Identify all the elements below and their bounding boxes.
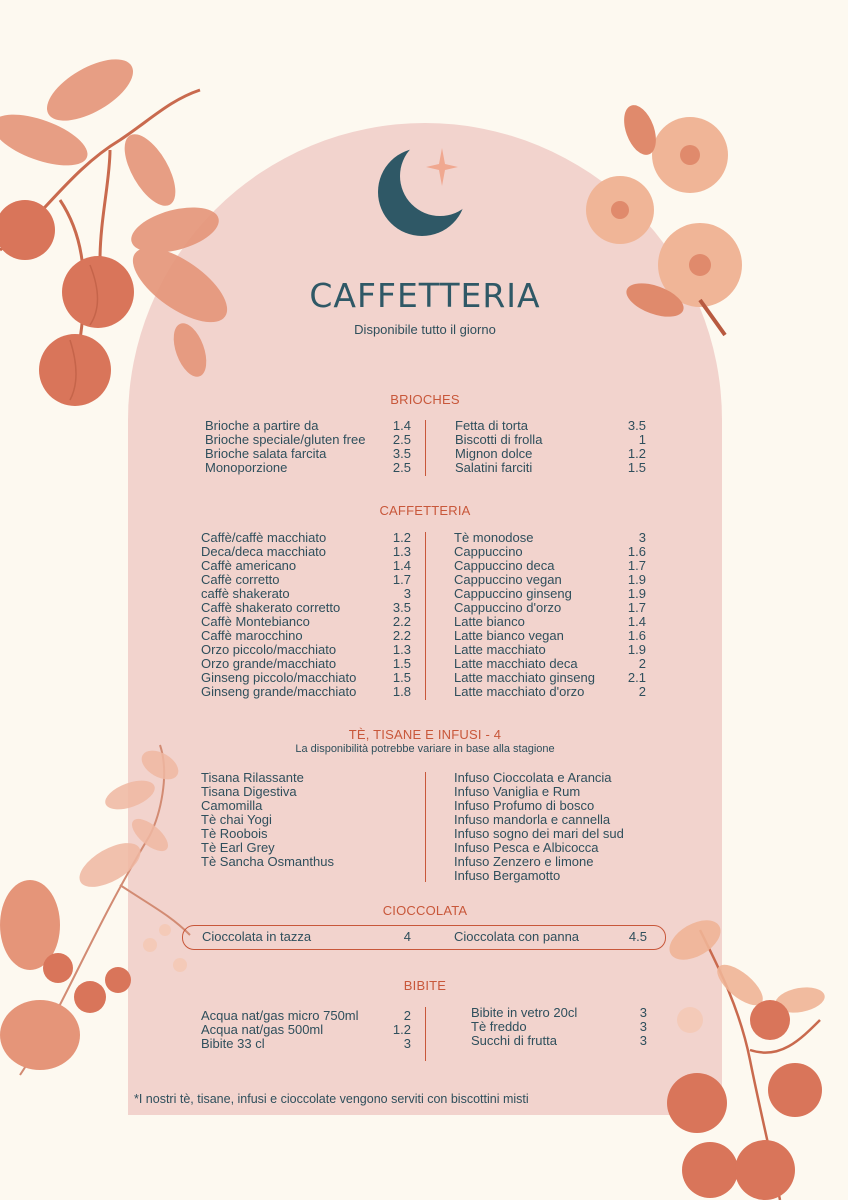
menu-item: Latte macchiato deca 2 xyxy=(454,656,646,671)
menu-item: Camomilla xyxy=(201,798,263,813)
menu-item: Brioche speciale/gluten free 2.5 xyxy=(205,432,411,447)
column-divider xyxy=(425,420,426,476)
menu-item: Infuso Vaniglia e Rum xyxy=(454,784,581,799)
menu-item: Caffè marocchino 2.2 xyxy=(201,628,411,643)
section-heading-te: TÈ, TISANE E INFUSI - 4 xyxy=(348,727,502,742)
menu-item: Infuso Profumo di bosco xyxy=(454,798,595,813)
menu-item: Succhi di frutta 3 xyxy=(471,1033,647,1048)
menu-item: Ginseng piccolo/macchiato 1.5 xyxy=(201,670,411,685)
menu-item: Brioche a partire da 1.4 xyxy=(205,418,411,433)
caffetteria-left-column xyxy=(201,531,411,699)
menu-item: Cappuccino d'orzo 1.7 xyxy=(454,600,646,615)
menu-item: Caffè Montebianco 2.2 xyxy=(201,614,411,629)
menu-item: Cappuccino vegan 1.9 xyxy=(454,572,646,587)
menu-item: Bibite 33 cl 3 xyxy=(201,1036,411,1051)
cioccolata-right xyxy=(454,930,647,944)
menu-item: Caffè shakerato corretto 3.5 xyxy=(201,600,411,615)
menu-item: Tè monodose 3 xyxy=(454,530,646,545)
menu-item: Biscotti di frolla 1 xyxy=(455,432,646,447)
section-heading-bibite: BIBITE xyxy=(403,978,447,993)
column-divider xyxy=(425,532,426,700)
menu-item: Infuso sogno dei mari del sud xyxy=(454,826,624,841)
menu-item: Infuso Bergamotto xyxy=(454,868,561,883)
column-divider xyxy=(425,1007,426,1061)
menu-item: Latte bianco 1.4 xyxy=(454,614,646,629)
menu-item: Orzo piccolo/macchiato 1.3 xyxy=(201,642,411,657)
menu-item: Infuso Pesca e Albicocca xyxy=(454,840,599,855)
menu-item: Tè Earl Grey xyxy=(201,840,275,855)
menu-item: Caffè/caffè macchiato 1.2 xyxy=(201,530,411,545)
menu-item: Tisana Rilassante xyxy=(201,770,304,785)
peach-branch-illustration xyxy=(0,50,240,420)
menu-item: Ginseng grande/macchiato 1.8 xyxy=(201,684,411,699)
menu-item: Deca/deca macchiato 1.3 xyxy=(201,544,411,559)
menu-item: Infuso Zenzero e limone xyxy=(454,854,594,869)
section-heading-caffetteria: CAFFETTERIA xyxy=(379,503,471,518)
menu-item: Latte bianco vegan 1.6 xyxy=(454,628,646,643)
section-note-te: La disponibilità potrebbe variare in base alla stagione xyxy=(295,743,555,755)
menu-item: Cappuccino ginseng 1.9 xyxy=(454,586,646,601)
menu-item: Tè chai Yogi xyxy=(201,812,272,827)
menu-item: Orzo grande/macchiato 1.5 xyxy=(201,656,411,671)
menu-item: Cioccolata con panna 4.5 xyxy=(454,929,647,944)
menu-item: caffè shakerato 3 xyxy=(201,586,411,601)
menu-item: Caffè corretto 1.7 xyxy=(201,572,411,587)
menu-item: Infuso mandorla e cannella xyxy=(454,812,611,827)
menu-item: Infuso Cioccolata e Arancia xyxy=(454,770,612,785)
footnote: *I nostri tè, tisane, infusi e cioccolate vengono serviti con biscottini misti xyxy=(134,1092,529,1106)
menu-item: Latte macchiato ginseng 2.1 xyxy=(454,670,646,685)
column-divider xyxy=(425,772,426,882)
menu-item: Cappuccino deca 1.7 xyxy=(454,558,646,573)
menu-item: Bibite in vetro 20cl 3 xyxy=(471,1005,647,1020)
te-right-column xyxy=(454,771,674,883)
menu-item: Brioche salata farcita 3.5 xyxy=(205,446,411,461)
menu-item: Fetta di torta 3.5 xyxy=(455,418,646,433)
rosehip-branch-illustration xyxy=(660,910,848,1200)
menu-item: Cappuccino 1.6 xyxy=(454,544,646,559)
menu-item: Salatini farciti 1.5 xyxy=(455,460,646,475)
bibite-left-column xyxy=(201,1009,411,1051)
menu-item: Latte macchiato d'orzo 2 xyxy=(454,684,646,699)
menu-item: Latte macchiato 1.9 xyxy=(454,642,646,657)
menu-item: Tisana Digestiva xyxy=(201,784,297,799)
menu-item: Mignon dolce 1.2 xyxy=(455,446,646,461)
menu-item: Tè Sancha Osmanthus xyxy=(201,854,334,869)
cioccolata-left xyxy=(202,930,411,944)
menu-item: Acqua nat/gas micro 750ml 2 xyxy=(201,1008,411,1023)
brioches-left-column xyxy=(205,419,411,475)
section-heading-brioches: BRIOCHES xyxy=(390,392,460,407)
moon-star-icon xyxy=(376,140,472,236)
caffetteria-right-column xyxy=(454,531,646,699)
menu-item: Cioccolata in tazza 4 xyxy=(202,929,411,944)
menu-item: Monoporzione 2.5 xyxy=(205,460,411,475)
section-heading-cioccolata: CIOCCOLATA xyxy=(382,903,468,918)
page-title: CAFFETTERIA xyxy=(309,276,541,315)
bibite-right-column xyxy=(471,1006,647,1048)
menu-item: Acqua nat/gas 500ml 1.2 xyxy=(201,1022,411,1037)
menu-item: Caffè americano 1.4 xyxy=(201,558,411,573)
menu-item: Tè Roobois xyxy=(201,826,268,841)
menu-item: Tè freddo 3 xyxy=(471,1019,647,1034)
page-subtitle: Disponibile tutto il giorno xyxy=(354,322,496,337)
brioches-right-column xyxy=(455,419,646,475)
te-left-column xyxy=(201,771,411,869)
